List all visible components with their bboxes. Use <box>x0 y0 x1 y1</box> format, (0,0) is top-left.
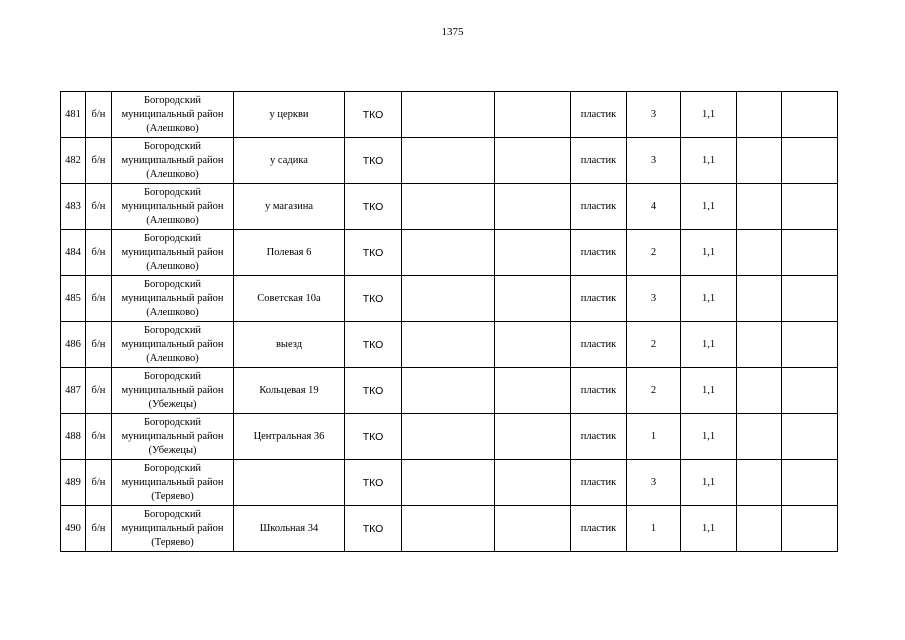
row-material: пластик <box>571 184 627 230</box>
row-volume: 1,1 <box>681 184 737 230</box>
row-count: 2 <box>627 230 681 276</box>
row-col7 <box>495 368 571 414</box>
row-number: 485 <box>61 276 86 322</box>
row-volume: 1,1 <box>681 368 737 414</box>
row-col12 <box>782 368 838 414</box>
row-bn: б/н <box>86 414 112 460</box>
row-bn: б/н <box>86 92 112 138</box>
row-address <box>234 460 345 506</box>
row-number: 488 <box>61 414 86 460</box>
row-col12 <box>782 276 838 322</box>
row-col12 <box>782 460 838 506</box>
row-col6 <box>402 138 495 184</box>
district-line: (Убежецы) <box>148 398 197 410</box>
row-material: пластик <box>571 276 627 322</box>
row-address: у церкви <box>234 92 345 138</box>
row-col6 <box>402 414 495 460</box>
row-col6 <box>402 368 495 414</box>
district-line: (Алешково) <box>146 306 199 318</box>
district-line: (Теряево) <box>151 536 194 548</box>
row-col6 <box>402 276 495 322</box>
row-material: пластик <box>571 138 627 184</box>
row-district <box>112 460 234 506</box>
district-line: Богородский <box>143 370 202 382</box>
row-count: 1 <box>627 414 681 460</box>
district-line: Богородский <box>143 462 202 474</box>
district-line: муниципальный район <box>121 246 224 258</box>
row-col6 <box>402 184 495 230</box>
row-district <box>112 322 234 368</box>
row-col7 <box>495 460 571 506</box>
district-line: Богородский <box>143 278 202 290</box>
row-waste-type: ТКО <box>345 414 402 460</box>
row-col11 <box>737 230 782 276</box>
district-line: Богородский <box>143 508 202 520</box>
row-col6 <box>402 92 495 138</box>
row-material: пластик <box>571 368 627 414</box>
district-line: Богородский <box>143 94 202 106</box>
row-col6 <box>402 506 495 552</box>
row-col7 <box>495 276 571 322</box>
row-number: 483 <box>61 184 86 230</box>
row-waste-type: ТКО <box>345 322 402 368</box>
row-volume: 1,1 <box>681 92 737 138</box>
row-waste-type: ТКО <box>345 138 402 184</box>
row-col12 <box>782 138 838 184</box>
row-col11 <box>737 92 782 138</box>
table-row <box>61 460 838 506</box>
row-col6 <box>402 230 495 276</box>
district-line: Богородский <box>143 232 202 244</box>
row-waste-type: ТКО <box>345 506 402 552</box>
waste-container-table <box>60 91 838 552</box>
row-col6 <box>402 460 495 506</box>
row-bn: б/н <box>86 460 112 506</box>
row-col11 <box>737 322 782 368</box>
row-number: 481 <box>61 92 86 138</box>
row-col7 <box>495 184 571 230</box>
district-line: муниципальный район <box>121 384 224 396</box>
row-waste-type: ТКО <box>345 368 402 414</box>
table-row <box>61 368 838 414</box>
row-col11 <box>737 506 782 552</box>
district-line: муниципальный район <box>121 154 224 166</box>
row-col6 <box>402 322 495 368</box>
row-col12 <box>782 230 838 276</box>
row-waste-type: ТКО <box>345 230 402 276</box>
row-bn: б/н <box>86 322 112 368</box>
row-number: 487 <box>61 368 86 414</box>
row-col12 <box>782 184 838 230</box>
table-row <box>61 414 838 460</box>
row-col7 <box>495 92 571 138</box>
row-col11 <box>737 368 782 414</box>
row-bn: б/н <box>86 138 112 184</box>
row-col7 <box>495 138 571 184</box>
district-line: муниципальный район <box>121 200 224 212</box>
row-volume: 1,1 <box>681 414 737 460</box>
table-row <box>61 92 838 138</box>
row-col11 <box>737 460 782 506</box>
row-col7 <box>495 322 571 368</box>
row-col11 <box>737 184 782 230</box>
row-number: 486 <box>61 322 86 368</box>
row-volume: 1,1 <box>681 138 737 184</box>
row-col11 <box>737 276 782 322</box>
row-volume: 1,1 <box>681 506 737 552</box>
row-district <box>112 184 234 230</box>
row-address: у садика <box>234 138 345 184</box>
row-waste-type: ТКО <box>345 276 402 322</box>
row-number: 484 <box>61 230 86 276</box>
row-col7 <box>495 506 571 552</box>
row-volume: 1,1 <box>681 460 737 506</box>
row-address: Полевая 6 <box>234 230 345 276</box>
district-line: Богородский <box>143 324 202 336</box>
district-line: (Алешково) <box>146 260 199 272</box>
district-line: муниципальный район <box>121 338 224 350</box>
page-number: 1375 <box>441 26 464 38</box>
row-count: 1 <box>627 506 681 552</box>
row-col11 <box>737 138 782 184</box>
table-row <box>61 506 838 552</box>
table-row <box>61 138 838 184</box>
row-col12 <box>782 322 838 368</box>
row-col7 <box>495 230 571 276</box>
row-district <box>112 276 234 322</box>
row-district <box>112 506 234 552</box>
row-count: 3 <box>627 138 681 184</box>
row-number: 490 <box>61 506 86 552</box>
table-row <box>61 230 838 276</box>
row-material: пластик <box>571 92 627 138</box>
row-address: Кольцевая 19 <box>234 368 345 414</box>
row-material: пластик <box>571 506 627 552</box>
row-bn: б/н <box>86 276 112 322</box>
district-line: (Теряево) <box>151 490 194 502</box>
row-bn: б/н <box>86 230 112 276</box>
row-district <box>112 368 234 414</box>
row-material: пластик <box>571 460 627 506</box>
district-line: Богородский <box>143 140 202 152</box>
row-volume: 1,1 <box>681 230 737 276</box>
district-line: муниципальный район <box>121 292 224 304</box>
row-address: выезд <box>234 322 345 368</box>
row-count: 3 <box>627 92 681 138</box>
table-row <box>61 322 838 368</box>
row-address: Центральная 36 <box>234 414 345 460</box>
row-bn: б/н <box>86 368 112 414</box>
district-line: муниципальный район <box>121 522 224 534</box>
row-count: 3 <box>627 460 681 506</box>
row-col7 <box>495 414 571 460</box>
row-col11 <box>737 414 782 460</box>
row-count: 2 <box>627 322 681 368</box>
district-line: муниципальный район <box>121 108 224 120</box>
row-address: Школьная 34 <box>234 506 345 552</box>
row-material: пластик <box>571 230 627 276</box>
district-line: муниципальный район <box>121 430 224 442</box>
row-volume: 1,1 <box>681 276 737 322</box>
row-volume: 1,1 <box>681 322 737 368</box>
row-waste-type: ТКО <box>345 460 402 506</box>
row-district <box>112 138 234 184</box>
row-district <box>112 92 234 138</box>
row-number: 489 <box>61 460 86 506</box>
district-line: (Алешково) <box>146 122 199 134</box>
row-col12 <box>782 92 838 138</box>
row-bn: б/н <box>86 184 112 230</box>
table-row <box>61 184 838 230</box>
row-count: 2 <box>627 368 681 414</box>
row-address: Советская 10а <box>234 276 345 322</box>
row-district <box>112 414 234 460</box>
row-count: 4 <box>627 184 681 230</box>
row-count: 3 <box>627 276 681 322</box>
district-line: (Алешково) <box>146 352 199 364</box>
district-line: Богородский <box>143 186 202 198</box>
row-bn: б/н <box>86 506 112 552</box>
row-address: у магазина <box>234 184 345 230</box>
table-row <box>61 276 838 322</box>
district-line: (Алешково) <box>146 214 199 226</box>
row-col12 <box>782 414 838 460</box>
district-line: муниципальный район <box>121 476 224 488</box>
district-line: (Убежецы) <box>148 444 197 456</box>
row-material: пластик <box>571 322 627 368</box>
table-body <box>61 92 838 552</box>
row-col12 <box>782 506 838 552</box>
row-number: 482 <box>61 138 86 184</box>
district-line: Богородский <box>143 416 202 428</box>
row-waste-type: ТКО <box>345 92 402 138</box>
row-material: пластик <box>571 414 627 460</box>
row-district <box>112 230 234 276</box>
row-waste-type: ТКО <box>345 184 402 230</box>
district-line: (Алешково) <box>146 168 199 180</box>
